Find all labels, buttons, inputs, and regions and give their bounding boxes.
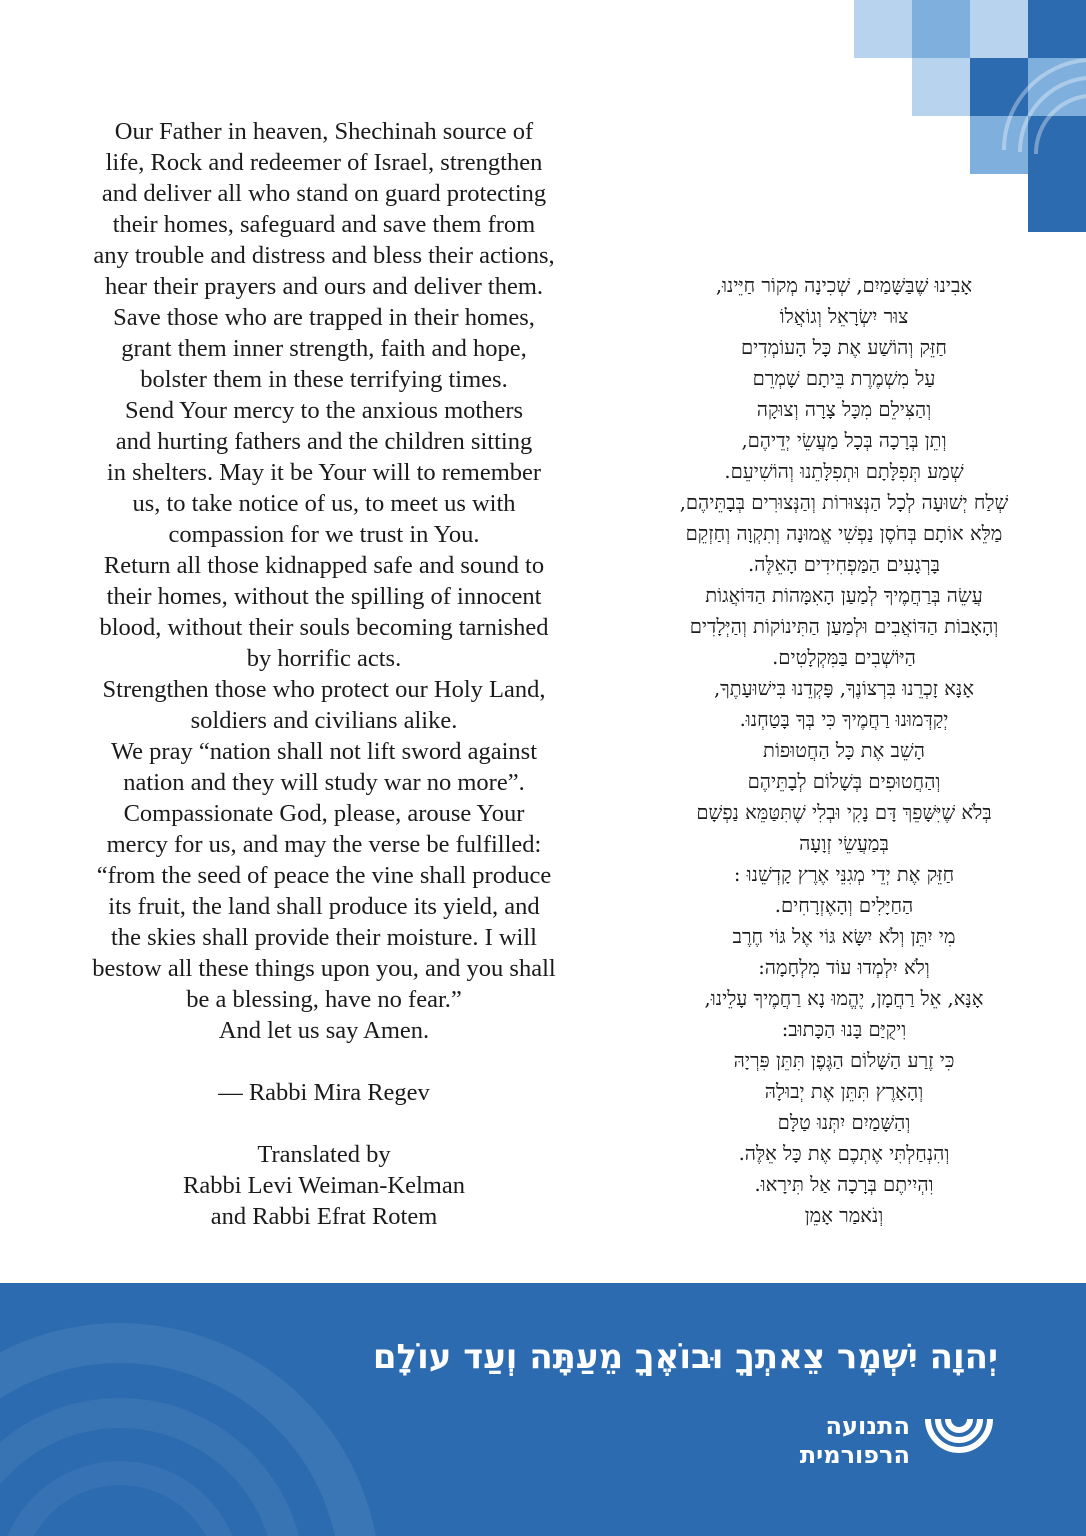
hebrew-line: אָנָּא, אֵל רַחֲמָן, יֶהֱמוּ נָא רַחֲמֶיךָ עָלֵינוּ,: [704, 987, 984, 1010]
english-line: soldiers and civilians alike.: [190, 707, 458, 734]
english-line: grant them inner strength, faith and hope,: [121, 335, 527, 362]
english-line: Save those who are trapped in their homes,: [113, 304, 535, 331]
english-line: us, to take notice of us, to meet us with: [132, 490, 516, 517]
hebrew-line: וִהְיִיתֶם בְּרָכָה אַל תִּירָאוּ.: [754, 1173, 934, 1196]
hebrew-line: וְלֹא יִלְמְדוּ עוֹד מִלְחָמָה:: [758, 956, 930, 979]
english-line: bestow all these things upon you, and you shall: [92, 955, 556, 982]
hebrew-line: הַחַיָּלִים וְהָאֶזְרָחִים.: [774, 894, 914, 917]
hebrew-line: כִּי זֶרַע הַשָּׁלוֹם הַגֶּפֶן תִּתֵּן פִּרְיָהּ: [733, 1049, 955, 1072]
reform-movement-logo: [800, 1411, 994, 1471]
english-line: their homes, without the spilling of innocent: [106, 583, 542, 610]
hebrew-line: בָּרְגָעִים הַמַּפְחִידִים הָאֵלֶּה.: [748, 553, 940, 576]
hebrew-line: אָנָּא זָכְרֵנוּ בִּרְצוֹנֶךָ, פָּקְדֵנוּ בִּישׁוּעָתֶךָ,: [713, 677, 975, 700]
english-line: Return all those kidnapped safe and sound to: [103, 552, 545, 579]
english-line: blood, without their souls becoming tarnished: [99, 614, 549, 641]
english-line: nation and they will study war no more”.: [123, 769, 525, 796]
hebrew-line: חַזֵּק וְהוֹשַׁע אֶת כָּל הָעוֹמְדִים: [741, 336, 947, 359]
logo-text: [800, 1412, 910, 1470]
hebrew-line: חַזֵּק אֶת יְדֵי מְגִנֵּי אֶרֶץ קָדְשֵׁנוּ :: [733, 863, 955, 886]
hebrew-line: וְתֵן בְּרָכָה בְּכָל מַעֲשֵׂי יְדֵיהֶם,: [741, 429, 947, 452]
translation-credit: and Rabbi Efrat Rotem: [210, 1203, 438, 1230]
blessing-verse: יְהוָה יִשְׁמָר צֵאתְךָ וּבוֹאֶךָ מֵעַתָּה וְעַד עוֹלָם: [372, 1337, 998, 1377]
english-line: mercy for us, and may the verse be fulfilled:: [106, 831, 542, 858]
english-line: in shelters. May it be Your will to remember: [106, 459, 542, 486]
translation-credit: Translated by: [257, 1141, 391, 1168]
hebrew-line: מִי יִתֵּן וְלֹא יִשָּׂא גּוֹי אֶל גּוֹי חֶרֶב: [732, 925, 956, 948]
hebrew-line: צוּר יִשְׂרָאֵל וְגוֹאֲלוֹ: [779, 305, 909, 328]
english-line: life, Rock and redeemer of Israel, strengthen: [105, 149, 543, 176]
logo-line: התנועה: [825, 1412, 910, 1440]
english-line: and hurting fathers and the children sitting: [115, 428, 533, 455]
english-line: Send Your mercy to the anxious mothers: [124, 397, 524, 424]
hebrew-line: וְהָאָרֶץ תִּתֵּן אֶת יְבוּלָהּ: [764, 1080, 924, 1103]
hebrew-line: עֲשֵׂה בְּרַחֲמֶיךָ לְמַעַן הָאִמָּהוֹת הַדּוֹאֲגוֹת: [705, 584, 983, 607]
english-line: the skies shall provide their moisture. I will: [111, 924, 537, 951]
english-line: Our Father in heaven, Shechinah source of: [114, 118, 534, 145]
hebrew-line: וְהִנְחַלְתִּי אֶתְכֶם אֶת כָּל אֵלֶּה.: [738, 1142, 950, 1165]
hebrew-line: מַלֵּא אוֹתָם בְּחֹסֶן נַפְשִׁי אֱמוּנָה וְתִקְוָה וְחַזְקֵם: [685, 522, 1003, 545]
hebrew-line: שְׁמַע תְּפִלָּתָם וּתְפִלָּתֵנוּ וְהוֹשִׁיעֵם.: [724, 460, 964, 483]
author-signature: — Rabbi Mira Regev: [218, 1079, 430, 1106]
hebrew-line: שְׁלַח יְשׁוּעָה לְכָל הַנְּצוּרוֹת וְהַנְּצוּרִים בְּבָתֵּיהֶם,: [679, 491, 1009, 514]
hebrew-line: עַל מִשְׁמֶרֶת בֵּיתָם שָׁמְרֵם: [752, 367, 936, 390]
english-line: bolster them in these terrifying times.: [140, 366, 508, 393]
decorative-arcs: [0, 1283, 1086, 1536]
hebrew-line: אָבִינוּ שֶׁבַּשָּׁמַיִם, שְׁכִינָה מְקוֹר חַיֵּינוּ,: [715, 274, 973, 297]
hebrew-line: וְהַצִּילֵם מִכָּל צָרָה וְצוּקָה: [756, 398, 932, 421]
english-line: And let us say Amen.: [218, 1017, 430, 1044]
hebrew-line: וְהַחֲטוּפִים בְּשָׁלוֹם לְבָתֵּיהֶם: [747, 770, 941, 793]
english-line: be a blessing, have no fear.”: [186, 986, 462, 1013]
footer-band: [0, 1283, 1086, 1536]
decorative-blue-squares: [854, 0, 1086, 232]
hebrew-line: וִיקֻיַּם בָּנוּ הַכָּתוּב:: [781, 1018, 907, 1041]
hebrew-line: בְּלֹא שֶׁיִּשָּׁפֵךְ דָּם נָקִי וּבְלִי שֶׁתִּטַּמֵּא נַפְשָׁם: [696, 801, 992, 824]
english-line: Strengthen those who protect our Holy Land,: [102, 676, 546, 703]
hebrew-line: יְקַדְּמוּנוּ רַחֲמֶיךָ כִּי בְּךָ בָּטַחְנוּ.: [739, 708, 949, 731]
english-line: “from the seed of peace the vine shall produce: [96, 862, 552, 889]
english-line: We pray “nation shall not lift sword against: [111, 738, 537, 765]
hebrew-line: הַיּוֹשְׁבִים בַּמִּקְלָטִים.: [772, 646, 916, 669]
english-line: hear their prayers and ours and deliver them.: [104, 273, 544, 300]
reform-movement-logo-icon: [924, 1411, 994, 1471]
english-line: and deliver all who stand on guard protecting: [101, 180, 547, 207]
english-prayer: [60, 116, 588, 1232]
hebrew-line: וְהָאָבוֹת הַדּוֹאֲבִים וּלְמַעַן הַתִּינוֹקוֹת וְהַיְּלָדִים: [689, 615, 999, 638]
english-line: by horrific acts.: [246, 645, 402, 672]
hebrew-line: בְּמַעֲשֵׂי זְוָעָה: [799, 832, 889, 855]
english-line: any trouble and distress and bless their actions,: [93, 242, 555, 269]
english-line: Compassionate God, please, arouse Your: [123, 800, 525, 827]
translation-credit: Rabbi Levi Weiman-Kelman: [183, 1172, 465, 1199]
hebrew-line: וְנֹאמַר אָמֵן: [804, 1204, 884, 1227]
english-line: compassion for we trust in You.: [168, 521, 480, 548]
hebrew-line: וְהַשָּׁמַיִם יִתְּנוּ טַלָּם: [777, 1111, 911, 1134]
english-line: their homes, safeguard and save them from: [112, 211, 536, 238]
english-line: its fruit, the land shall produce its yield, and: [108, 893, 540, 920]
hebrew-prayer: [614, 270, 1074, 1231]
hebrew-line: הָשֵׁב אֶת כָּל הַחֲטוּפוֹת: [763, 739, 925, 762]
logo-line: הרפורמית: [799, 1441, 910, 1469]
